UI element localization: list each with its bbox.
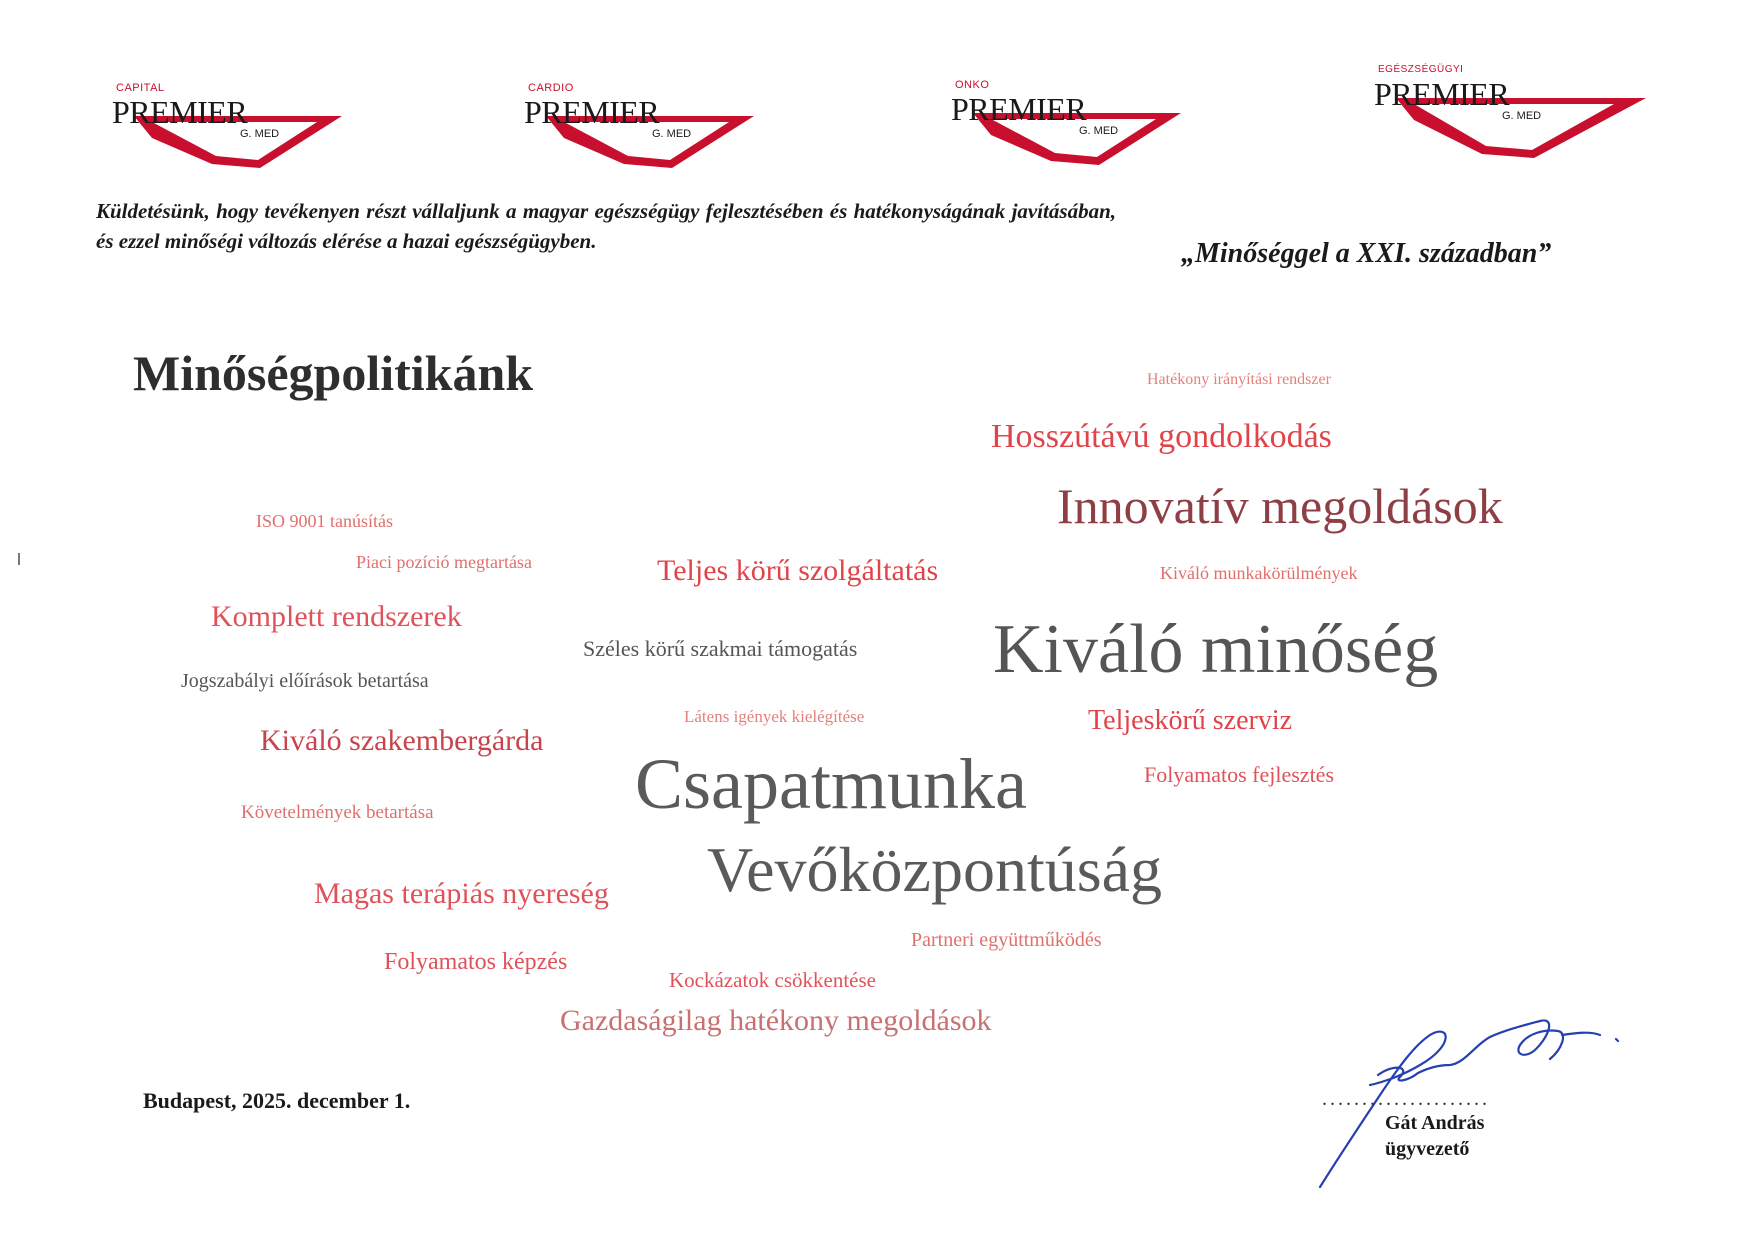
word-cloud-item: Piaci pozíció megtartása: [356, 552, 532, 572]
logo-brand: PREMIER: [951, 91, 1087, 127]
word-cloud-item: Folyamatos képzés: [384, 949, 568, 975]
logo-prefix: CAPITAL: [116, 82, 165, 94]
word-cloud-item: ISO 9001 tanúsítás: [256, 511, 393, 531]
logo-cardio-premier: [524, 76, 764, 171]
logo-sub: G. MED: [1502, 110, 1542, 122]
logo-egeszsegugyi-premier: [1374, 58, 1614, 153]
word-cloud-item: Kockázatok csökkentése: [669, 968, 876, 992]
logo-prefix: ONKO: [955, 79, 990, 91]
word-cloud-item: Kiváló minőség: [993, 611, 1439, 688]
logo-capital-premier: [112, 76, 352, 171]
mission-statement: Küldetésünk, hogy tevékenyen részt vállaljunk a magyar egészségügy fejlesztésében és hatékonyságának javításában, és ezzel minőségi változás elérése a hazai egészségügyben.: [96, 199, 1116, 253]
word-cloud-item: Partneri együttműködés: [911, 929, 1102, 951]
word-cloud-item: Látens igények kielégítése: [684, 707, 865, 726]
word-cloud-item: Követelmények betartása: [241, 802, 434, 823]
word-cloud-item: Folyamatos fejlesztés: [1144, 762, 1335, 787]
logo-prefix: EGÉSZSÉGÜGYI: [1378, 64, 1464, 75]
logo-onko-premier: [951, 73, 1191, 168]
signature-line: .....................: [1322, 1088, 1490, 1110]
word-cloud-item: Kiváló szakembergárda: [260, 724, 544, 757]
word-cloud-item: Széles körű szakmai támogatás: [583, 636, 858, 661]
word-cloud-item: Csapatmunka: [635, 744, 1027, 824]
word-cloud-item: Gazdaságilag hatékony megoldások: [560, 1004, 992, 1037]
signatory-name: Gát András: [1385, 1112, 1485, 1134]
logo-sub: G. MED: [240, 128, 280, 140]
page-title: Minőségpolitikánk: [133, 345, 534, 401]
logo-prefix: CARDIO: [528, 82, 574, 94]
logo-brand: PREMIER: [112, 94, 248, 130]
word-cloud-item: Hosszútávú gondolkodás: [991, 418, 1332, 455]
logo-brand: PREMIER: [524, 94, 660, 130]
word-cloud-item: Innovatív megoldások: [1057, 478, 1503, 534]
word-cloud-item: Magas terápiás nyereség: [314, 877, 609, 910]
word-cloud-item: Teljeskörű szerviz: [1088, 705, 1293, 736]
word-cloud-item: Teljes körű szolgáltatás: [657, 554, 939, 587]
motto: „Minőséggel a XXI. században”: [1181, 238, 1552, 269]
signatory-role: ügyvezető: [1385, 1138, 1470, 1160]
word-cloud-item: Kiváló munkakörülmények: [1160, 563, 1358, 583]
logo-sub: G. MED: [1079, 125, 1119, 137]
logo-sub: G. MED: [652, 128, 692, 140]
word-cloud-item: Komplett rendszerek: [211, 600, 462, 633]
word-cloud-item: Vevőközpontúság: [707, 834, 1163, 905]
word-cloud-item: Hatékony irányítási rendszer: [1147, 371, 1331, 388]
word-cloud-item: Jogszabályi előírások betartása: [181, 670, 429, 692]
scan-edge-mark: [18, 553, 20, 565]
logo-brand: PREMIER: [1374, 76, 1510, 112]
date-line: Budapest, 2025. december 1.: [143, 1088, 411, 1113]
